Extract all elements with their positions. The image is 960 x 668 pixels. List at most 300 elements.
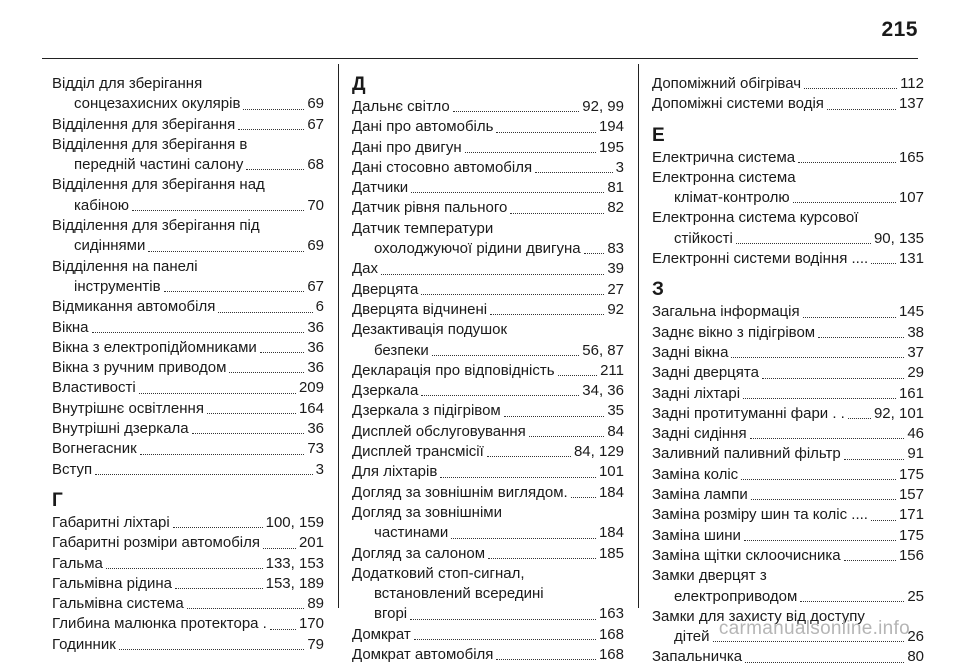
dot-leader (848, 418, 871, 419)
index-entry (352, 97, 624, 117)
index-entry-row (652, 647, 924, 667)
index-entry-row (52, 115, 324, 135)
dot-leader (744, 540, 896, 541)
index-entry-row (352, 239, 624, 259)
index-entry-text: інструментів (74, 277, 161, 295)
index-entry-row (52, 358, 324, 378)
index-entry (352, 198, 624, 218)
index-entry-line: Додатковий стоп-сигнал, (352, 564, 525, 582)
index-column-2 (352, 74, 624, 665)
index-entry-text: сидіннями (74, 237, 146, 255)
index-entry-page: 211 (600, 361, 624, 379)
index-entry-row (352, 604, 624, 624)
index-entry-text: Догляд за зовнішнім виглядом. (352, 483, 568, 501)
index-entry-page: 79 (307, 635, 324, 653)
index-entry-row (652, 363, 924, 383)
dot-leader (243, 109, 304, 110)
dot-leader (207, 413, 296, 414)
index-entry-line: Електронна система (652, 168, 796, 186)
index-entry (52, 216, 324, 257)
index-entry (652, 465, 924, 485)
dot-leader (803, 317, 896, 318)
dot-leader (229, 372, 304, 373)
index-entry-text: Внутрішні дзеркала (52, 420, 189, 438)
index-entry (352, 544, 624, 564)
index-entry-text: Задні сидіння (652, 425, 747, 443)
index-entry-page: 92, 99 (582, 98, 624, 115)
dot-leader (92, 332, 305, 333)
index-entry (52, 419, 324, 439)
index-entry (52, 460, 324, 480)
index-entry (352, 361, 624, 381)
dot-leader (263, 548, 296, 549)
index-entry-text: Допоміжні системи водія (652, 95, 824, 113)
index-entry-row (352, 280, 624, 300)
dot-leader (260, 352, 305, 353)
index-entry-text: Заміна шини (652, 526, 741, 544)
index-entry-page: 67 (307, 277, 324, 295)
index-entry-line: Замки дверцят з (652, 567, 767, 585)
dot-leader (246, 169, 304, 170)
index-entry-row (652, 249, 924, 269)
index-entry-row (352, 645, 624, 665)
index-entry-row (652, 302, 924, 322)
index-entry-page: 90, 135 (873, 229, 924, 247)
index-entry-text: Глибина малюнка протектора . (52, 615, 267, 633)
index-entry-page: 67 (307, 115, 324, 133)
index-entry (52, 574, 324, 594)
index-entry-text: Загальна інформація (652, 303, 800, 321)
index-entry-row (352, 178, 624, 198)
index-entry-text: Дані стосовно автомобіля (352, 158, 533, 176)
dot-leader (270, 629, 296, 630)
column-divider (638, 64, 639, 608)
index-entry-page: 80 (907, 648, 924, 666)
index-entry-text: Дисплей обслуговування (352, 422, 526, 440)
index-entry-page: 46 (907, 425, 924, 443)
index-entry-text: Дані про двигун (352, 138, 462, 156)
index-entry-row (352, 462, 624, 482)
index-entry-row (652, 526, 924, 546)
index-entry-page: 6 (315, 298, 324, 316)
index-entry-page: 69 (307, 95, 324, 113)
index-entry-text: Задні вікна (652, 343, 729, 361)
index-entry (52, 74, 324, 115)
dot-leader (558, 375, 598, 376)
index-entry-row (52, 297, 324, 317)
index-entry-row (52, 439, 324, 459)
index-entry-page: 209 (298, 379, 324, 397)
index-entry-row (352, 544, 624, 564)
index-entry (52, 399, 324, 419)
index-column-1 (52, 74, 324, 655)
index-entry-text: Дверцята відчинені (352, 300, 488, 318)
index-entry-page: 37 (907, 343, 924, 361)
index-entry-page: 107 (898, 189, 924, 207)
index-entry (52, 175, 324, 216)
index-entry (352, 178, 624, 198)
dot-leader (750, 438, 905, 439)
index-entry-text: Гальмівна рідина (52, 574, 173, 592)
index-entry (652, 546, 924, 566)
index-entry-page: 92, 101 (873, 404, 924, 422)
dot-leader (584, 253, 605, 254)
index-entry-page: 70 (307, 196, 324, 214)
index-entry-text: електроприводом (674, 587, 798, 605)
index-entry-page: 112 (900, 75, 924, 92)
index-entry (652, 384, 924, 404)
dot-leader (238, 129, 304, 130)
index-entry (652, 485, 924, 505)
dot-leader (187, 608, 305, 609)
index-entry-text: кабіною (74, 196, 130, 214)
index-entry-text: Годинник (52, 635, 116, 653)
index-entry-line: Догляд за зовнішніми (352, 503, 502, 521)
dot-leader (818, 337, 904, 338)
index-entry (652, 566, 924, 607)
dot-leader (529, 436, 605, 437)
index-entry-row (652, 94, 924, 114)
index-entry (652, 249, 924, 269)
index-entry-text: Габаритні розміри автомобіля (52, 534, 260, 552)
watermark: carmanualsonline.info (718, 618, 910, 639)
header-rule (42, 58, 918, 59)
index-entry-page: 163 (598, 605, 624, 623)
dot-leader (496, 132, 596, 133)
dot-leader (421, 395, 579, 396)
index-entry-page: 27 (607, 280, 624, 298)
index-entry-text: Заміна розміру шин та коліс .... (652, 506, 868, 524)
dot-leader (440, 477, 596, 478)
index-entry-row (352, 381, 624, 401)
index-entry-text: Вступ (52, 460, 93, 478)
index-entry-row (352, 483, 624, 503)
index-entry (52, 594, 324, 614)
index-entry-text: дітей (674, 628, 710, 646)
index-entry-row (652, 444, 924, 464)
dot-leader (504, 416, 605, 417)
index-entry-line: Відділ для зберігання (52, 75, 203, 92)
index-entry-page: 171 (898, 506, 924, 524)
index-entry-text: Вікна з ручним приводом (52, 359, 227, 377)
index-entry-page: 36 (307, 338, 324, 356)
index-letter-heading: Г (52, 489, 63, 511)
index-entry-row (652, 384, 924, 404)
dot-leader (488, 558, 596, 559)
index-entry-row (652, 229, 924, 249)
index-entry (652, 424, 924, 444)
index-entry-text: Датчик рівня пального (352, 199, 508, 217)
index-entry-text: Декларація про відповідність (352, 361, 555, 379)
dot-leader (793, 202, 896, 203)
index-entry-page: 175 (898, 465, 924, 483)
index-entry-page: 68 (307, 156, 324, 174)
dot-leader (175, 588, 263, 589)
dot-leader (871, 520, 896, 521)
index-entry (652, 363, 924, 383)
dot-leader (381, 274, 604, 275)
index-entry-page: 161 (898, 384, 924, 402)
index-entry-text: Задні дверцята (652, 364, 759, 382)
index-entry (652, 302, 924, 322)
dot-leader (490, 314, 604, 315)
index-entry-page: 168 (598, 646, 624, 664)
index-entry (52, 358, 324, 378)
index-entry-page: 38 (907, 323, 924, 341)
index-entry-page: 56, 87 (582, 341, 624, 359)
index-entry-row (52, 594, 324, 614)
index-entry-page: 25 (907, 587, 924, 605)
index-entry-row (52, 635, 324, 655)
index-entry-page: 84, 129 (573, 443, 624, 461)
index-entry-page: 145 (898, 303, 924, 321)
index-entry-row (52, 277, 324, 297)
dot-leader (741, 479, 896, 480)
index-entry-text: Датчики (352, 179, 409, 197)
index-entry-page: 137 (898, 95, 924, 113)
dot-leader (510, 213, 604, 214)
index-entry (52, 513, 324, 533)
dot-leader (148, 251, 304, 252)
dot-leader (487, 456, 571, 457)
index-entry (352, 401, 624, 421)
index-entry-page: 92 (607, 300, 624, 318)
index-entry-page: 83 (607, 240, 624, 258)
index-entry-page: 36 (307, 318, 324, 336)
index-entry-text: Гальмівна система (52, 595, 184, 613)
index-entry-row (352, 422, 624, 442)
index-entry-text: Догляд за салоном (352, 544, 486, 562)
index-entry-text: Гальма (52, 554, 103, 572)
index-entry-page: 165 (898, 148, 924, 166)
index-entry (52, 135, 324, 176)
index-entry-row (652, 546, 924, 566)
dot-leader (731, 357, 904, 358)
index-entry-row (652, 323, 924, 343)
index-entry-text: Дах (352, 260, 379, 278)
index-entry-text: Заміна коліс (652, 465, 739, 483)
index-entry-text: Домкрат (352, 625, 411, 643)
index-entry-text: Дисплей трансмісії (352, 443, 484, 461)
index-entry-row (652, 148, 924, 168)
index-entry-text: вгорі (374, 605, 408, 623)
index-entry-row (52, 419, 324, 439)
dot-leader (411, 192, 604, 193)
index-entry-text: Електрична система (652, 148, 796, 166)
dot-leader (192, 433, 305, 434)
index-entry-row (352, 97, 624, 117)
dot-leader (871, 263, 896, 264)
dot-leader (800, 601, 904, 602)
index-entry (52, 378, 324, 398)
index-entry-text: Дзеркала (352, 382, 419, 400)
index-entry-row (352, 401, 624, 421)
dot-leader (844, 459, 905, 460)
dot-leader (218, 312, 312, 313)
index-entry-page: 91 (907, 445, 924, 463)
index-entry (652, 526, 924, 546)
index-entry-row (52, 533, 324, 553)
index-entry (52, 635, 324, 655)
index-entry-line: Відділення для зберігання під (52, 217, 260, 235)
index-entry-page: 29 (907, 364, 924, 382)
index-entry-line: Електронна система курсової (652, 209, 859, 227)
index-entry (352, 645, 624, 665)
index-entry-row (352, 117, 624, 137)
index-entry (352, 462, 624, 482)
dot-leader (535, 172, 613, 173)
index-entry (52, 439, 324, 459)
index-entry-text: Габаритні ліхтарі (52, 513, 170, 531)
dot-leader (173, 527, 263, 528)
index-entry-page: 133, 153 (265, 554, 324, 572)
index-entry-row (652, 188, 924, 208)
index-entry-row (52, 155, 324, 175)
index-entry-line: Замки для захисту від доступу (652, 607, 865, 625)
dot-leader (451, 538, 596, 539)
index-entry-text: Заміна щітки склоочисника (652, 546, 841, 564)
column-divider (338, 64, 339, 608)
dot-leader (140, 454, 305, 455)
index-entry-text: частинами (374, 524, 449, 542)
index-entry-text: Відділення для зберігання (52, 115, 236, 133)
index-entry-page: 89 (307, 595, 324, 613)
dot-leader (804, 88, 897, 89)
index-entry (652, 148, 924, 168)
index-entry-row (352, 138, 624, 158)
index-entry (652, 208, 924, 249)
index-entry-text: Домкрат автомобіля (352, 646, 494, 664)
index-entry (652, 343, 924, 363)
index-entry-page: 201 (298, 534, 324, 552)
index-entry-text: Дані про автомобіль (352, 118, 494, 136)
index-entry-row (52, 574, 324, 594)
index-entry-row (52, 236, 324, 256)
index-entry-row (652, 485, 924, 505)
index-entry-line: Датчик температури (352, 219, 494, 237)
index-entry (352, 564, 624, 625)
index-entry-line: Відділення для зберігання в (52, 135, 248, 153)
index-entry-row (52, 94, 324, 114)
index-entry-page: 157 (898, 486, 924, 504)
index-entry (352, 320, 624, 361)
index-entry-page: 168 (598, 625, 624, 643)
index-entry-text: клімат-контролю (674, 189, 790, 207)
index-entry (352, 442, 624, 462)
index-entry-page: 153, 189 (265, 574, 324, 592)
index-entry-row (352, 523, 624, 543)
dot-leader (119, 649, 305, 650)
index-entry-row (352, 341, 624, 361)
index-entry (52, 257, 324, 298)
dot-leader (827, 109, 896, 110)
index-entry-row (352, 158, 624, 178)
dot-leader (844, 560, 896, 561)
dot-leader (432, 355, 580, 356)
index-entry (652, 404, 924, 424)
index-entry-row (52, 196, 324, 216)
index-entry (652, 94, 924, 114)
index-entry (52, 297, 324, 317)
dot-leader (745, 662, 904, 663)
index-entry-text: Внутрішнє освітлення (52, 399, 204, 417)
index-entry-text: Для ліхтарів (352, 463, 438, 481)
index-entry-row (352, 259, 624, 279)
index-entry (52, 614, 324, 634)
dot-leader (762, 378, 904, 379)
index-entry-page: 69 (307, 237, 324, 255)
index-entry-page: 195 (598, 138, 624, 156)
index-entry (52, 533, 324, 553)
index-entry-page: 156 (898, 546, 924, 564)
index-entry-page: 34, 36 (582, 382, 624, 400)
index-entry-text: Допоміжний обігрівач (652, 75, 802, 92)
index-entry-page: 84 (607, 422, 624, 440)
dot-leader (743, 398, 896, 399)
index-entry-text: стійкості (674, 229, 733, 247)
index-entry-page: 101 (598, 463, 624, 481)
index-entry-page: 184 (598, 483, 624, 501)
index-entry-row (352, 198, 624, 218)
dot-leader (132, 210, 304, 211)
index-entry (352, 158, 624, 178)
index-entry-row (52, 513, 324, 533)
index-entry-page: 175 (898, 526, 924, 544)
index-entry (352, 280, 624, 300)
index-entry-row (352, 442, 624, 462)
index-entry-text: Вікна з електропідйомниками (52, 338, 257, 356)
index-entry-text: Дзеркала з підігрівом (352, 402, 501, 420)
dot-leader (736, 243, 871, 244)
index-entry (52, 115, 324, 135)
index-entry-text: Заднє вікно з підігрівом (652, 323, 816, 341)
index-entry-row (652, 424, 924, 444)
index-entry-text: Відмикання автомобіля (52, 298, 216, 316)
index-entry (652, 647, 924, 667)
index-entry (352, 422, 624, 442)
index-entry-row (652, 343, 924, 363)
index-entry (652, 505, 924, 525)
index-entry (352, 483, 624, 503)
index-entry-text: охолоджуючої рідини двигуна (374, 240, 581, 258)
index-entry-line: Дезактивація подушок (352, 321, 508, 339)
index-entry-page: 3 (315, 460, 324, 478)
page-number: 215 (881, 18, 918, 41)
dot-leader (421, 294, 604, 295)
index-entry-page: 36 (307, 359, 324, 377)
index-entry-text: Задні протитуманні фари . . (652, 404, 845, 422)
index-entry-row (52, 318, 324, 338)
index-entry-row (352, 361, 624, 381)
index-entry (652, 323, 924, 343)
index-entry-page: 170 (298, 615, 324, 633)
index-entry-text: сонцезахисних окулярів (74, 95, 241, 113)
index-entry-page: 100, 159 (265, 513, 324, 531)
index-entry (652, 168, 924, 209)
index-entry-row (652, 74, 924, 94)
index-entry-row (52, 338, 324, 358)
index-entry (352, 503, 624, 544)
index-entry-text: Задні ліхтарі (652, 384, 741, 402)
dot-leader (414, 639, 596, 640)
index-column-3 (652, 74, 924, 668)
index-entry-page: 35 (607, 402, 624, 420)
index-entry-page: 81 (607, 179, 624, 197)
index-entry-text: Заміна лампи (652, 486, 748, 504)
dot-leader (465, 152, 596, 153)
dot-leader (453, 111, 580, 112)
index-entry-text: Електронні системи водіння .... (652, 250, 869, 268)
